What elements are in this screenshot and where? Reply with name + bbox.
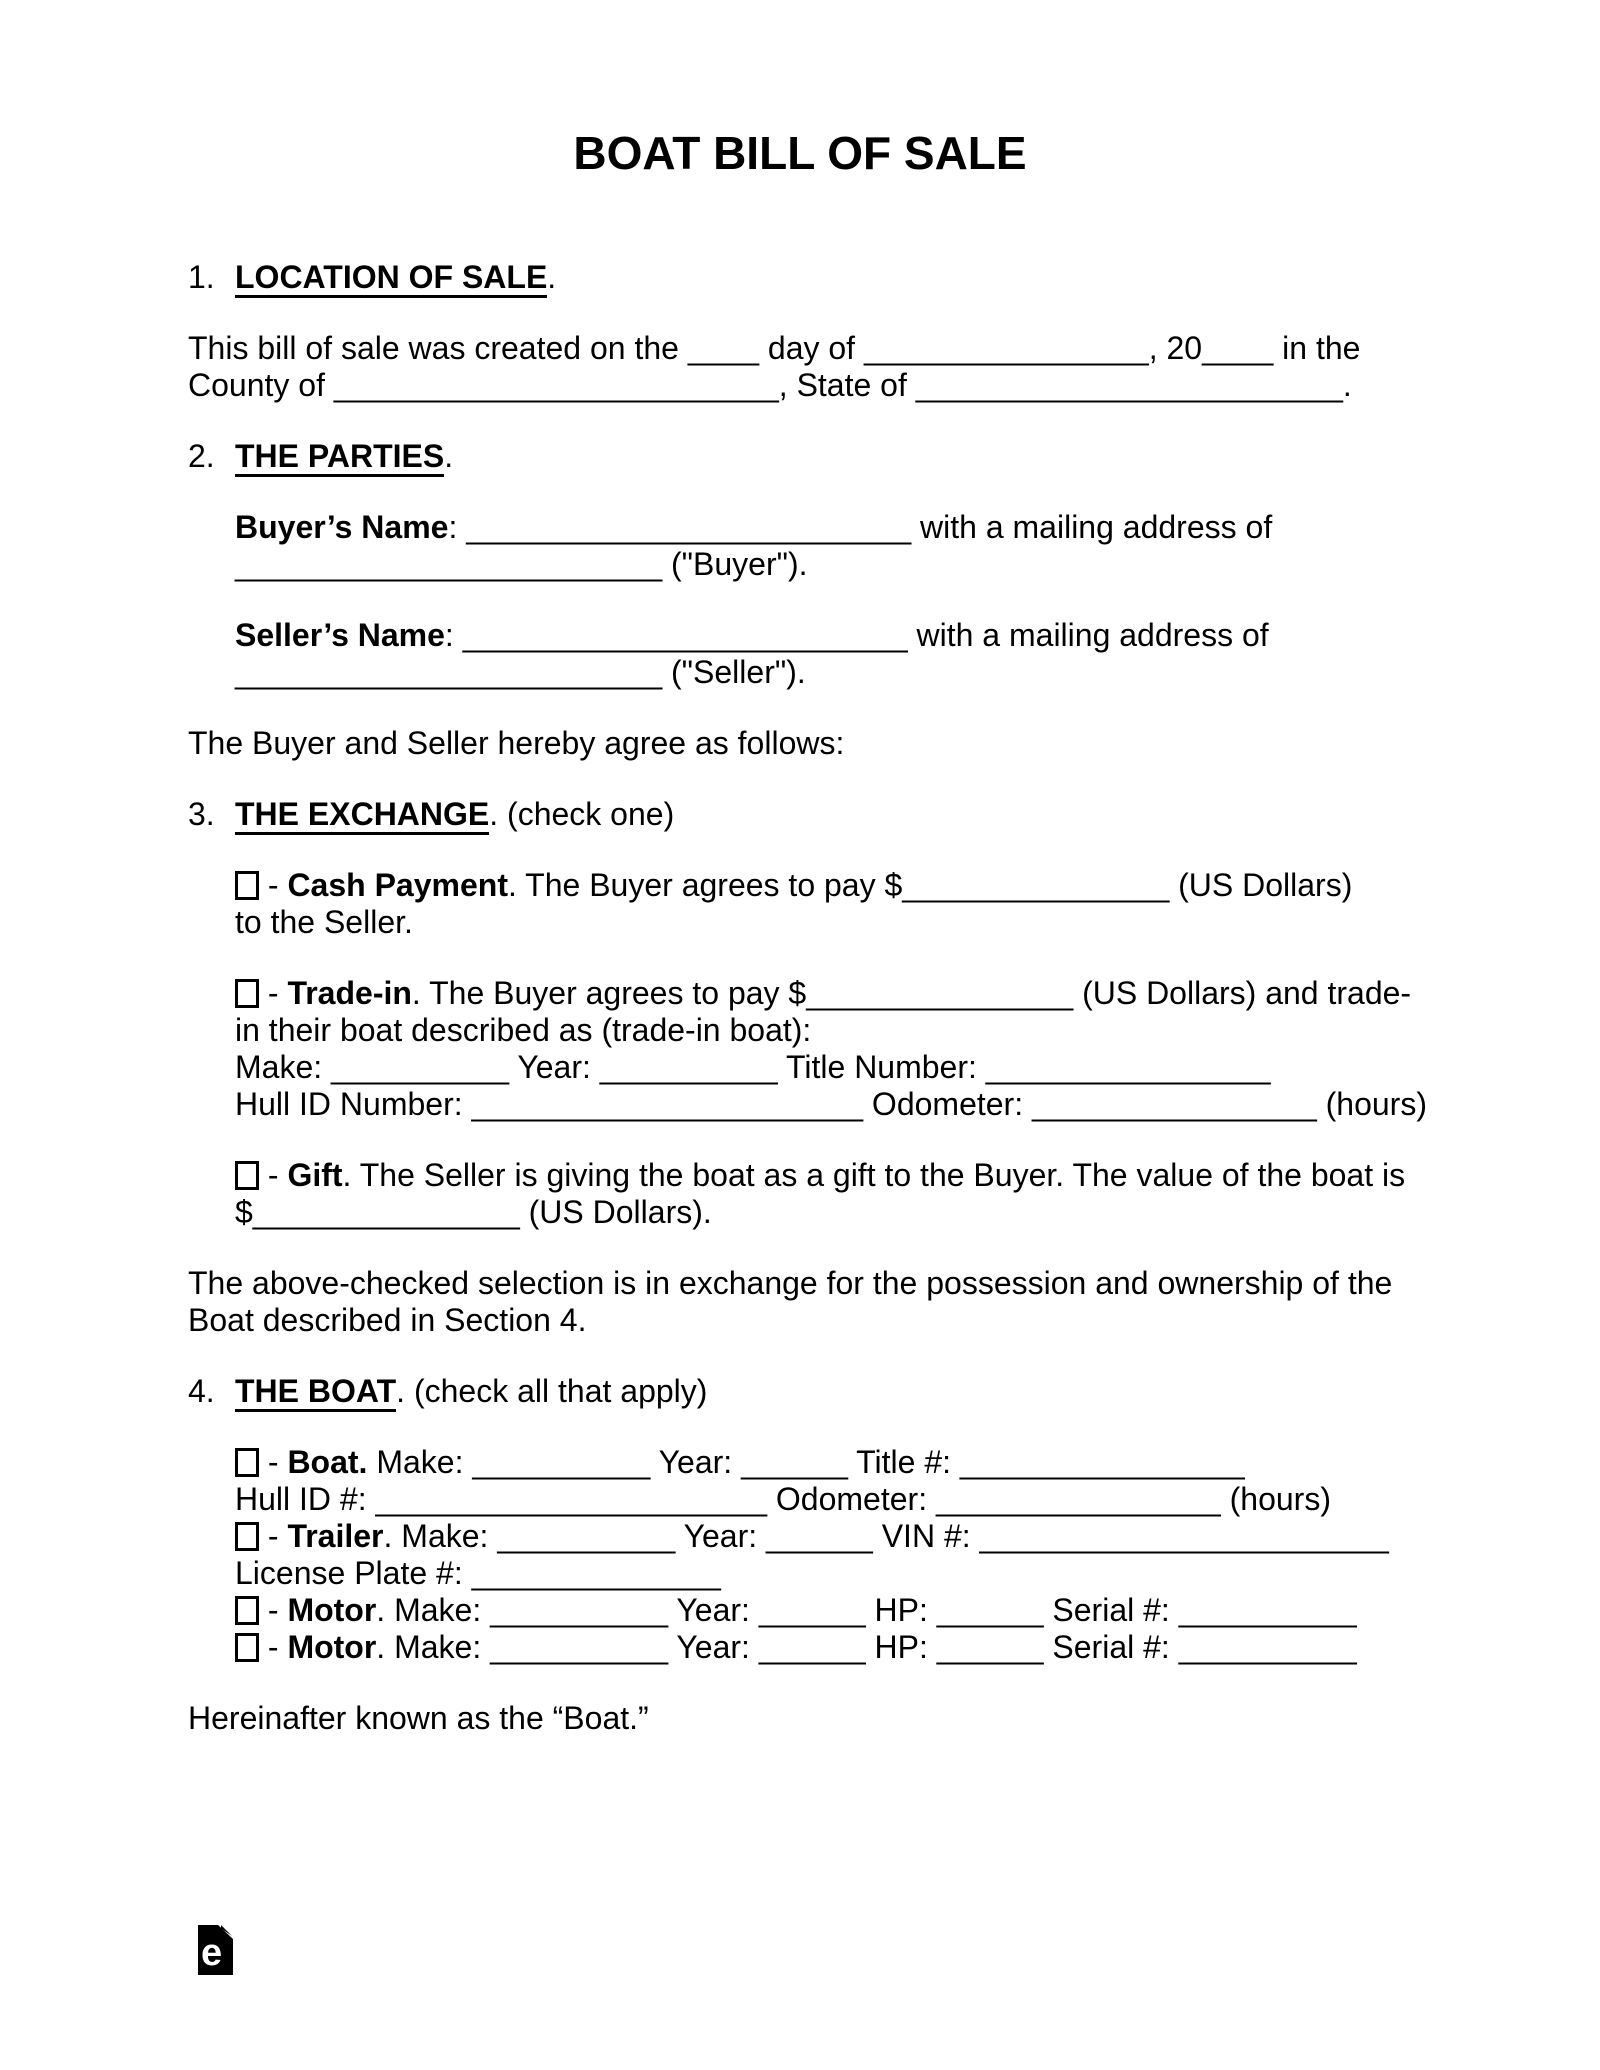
gift-label: Gift xyxy=(287,1157,343,1193)
section-number: 4. xyxy=(188,1373,215,1409)
trade-line-2: in their boat described as (trade-in boat): xyxy=(235,1012,812,1048)
cash-payment-label: Cash Payment xyxy=(287,867,508,903)
boat-line-1-text: Make: __________ Year: ______ Title #: ________________ xyxy=(367,1444,1245,1480)
trailer-line-1-text: . Make: __________ Year: ______ VIN #: _______________________ xyxy=(383,1518,1389,1554)
heading-line xyxy=(188,796,1412,833)
section-heading-after: . xyxy=(444,438,454,474)
cash-checkbox-icon[interactable] xyxy=(235,871,259,900)
seller-line-2: ________________________ ("Seller"). xyxy=(235,654,806,690)
buyer-name-label: Buyer’s Name xyxy=(235,509,449,545)
motor-2-line-text: . Make: __________ Year: ______ HP: ______ Serial #: __________ xyxy=(376,1629,1357,1665)
document-title: BOAT BILL OF SALE xyxy=(573,127,1027,179)
buyer-line-2: ________________________ ("Buyer"). xyxy=(235,546,808,582)
location-line-1: This bill of sale was created on the ____ day of ________________, 20____ in the xyxy=(188,330,1361,366)
exchange-closing-line-2: Boat described in Section 4. xyxy=(188,1302,587,1338)
trailer-label: Trailer xyxy=(287,1518,384,1554)
eforms-logo xyxy=(198,1925,233,1975)
checkbox-separator: - xyxy=(259,1444,288,1480)
section-number: 1. xyxy=(188,259,215,295)
checkbox-separator: - xyxy=(259,1629,288,1665)
exchange-closing-line-1: The above-checked selection is in exchange for the possession and ownership of the xyxy=(188,1265,1393,1301)
motor-2-label: Motor xyxy=(287,1629,377,1665)
section-number: 3. xyxy=(188,796,215,832)
checkbox-separator: - xyxy=(259,867,288,903)
eforms-logo-letter: e xyxy=(201,1932,223,1974)
section-heading-text: THE EXCHANGE xyxy=(235,796,489,835)
heading-line xyxy=(188,438,1412,475)
agree-paragraph xyxy=(188,725,1412,762)
section-heading-after: . (check one) xyxy=(489,796,675,832)
motor-2-checkbox-icon[interactable] xyxy=(235,1633,259,1662)
hereinafter-paragraph xyxy=(188,1700,1412,1737)
section-heading-after: . (check all that apply) xyxy=(396,1373,708,1409)
cash-line-1 xyxy=(235,867,1412,904)
section-heading-parties xyxy=(188,438,1412,475)
section-heading-location xyxy=(188,259,1412,296)
checkbox-separator: - xyxy=(259,1157,288,1193)
trade-line-1 xyxy=(235,975,1412,1012)
trade-in-checkbox-icon[interactable] xyxy=(235,979,259,1008)
section-heading-boat xyxy=(188,1373,1412,1410)
section-heading-text: LOCATION OF SALE xyxy=(235,259,547,298)
gift-checkbox-icon[interactable] xyxy=(235,1161,259,1190)
motor-1-line-text: . Make: __________ Year: ______ HP: ______ Serial #: __________ xyxy=(376,1592,1357,1628)
boat-line-1 xyxy=(235,1444,1412,1481)
cash-line-2: to the Seller. xyxy=(235,904,413,940)
trailer-checkbox-icon[interactable] xyxy=(235,1522,259,1551)
seller-name-label: Seller’s Name xyxy=(235,617,445,653)
checkbox-separator: - xyxy=(259,1592,288,1628)
hereinafter-line: Hereinafter known as the “Boat.” xyxy=(188,1700,649,1736)
boat-label: Boat. xyxy=(287,1444,368,1480)
trade-in-item xyxy=(235,975,1427,1123)
trailer-line-2: License Plate #: ______________ xyxy=(235,1555,721,1591)
motor-1-label: Motor xyxy=(287,1592,377,1628)
checkbox-separator: - xyxy=(259,975,288,1011)
boat-checkbox-icon[interactable] xyxy=(235,1448,259,1477)
checkbox-separator: - xyxy=(259,1518,288,1554)
motor-line-2 xyxy=(235,1629,1412,1666)
location-paragraph xyxy=(188,330,1412,404)
cash-payment-item xyxy=(235,867,1412,941)
trade-line-3: Make: __________ Year: __________ Title Number: ________________ xyxy=(235,1049,1271,1085)
seller-paragraph xyxy=(235,617,1412,691)
gift-line-1-text: . The Seller is giving the boat as a gift to the Buyer. The value of the boat is xyxy=(342,1157,1406,1193)
gift-line-1 xyxy=(235,1157,1412,1194)
heading-line xyxy=(188,1373,1412,1410)
trade-in-label: Trade-in xyxy=(287,975,412,1011)
location-line-2: County of _________________________, State of ________________________. xyxy=(188,367,1352,403)
section-heading-text: THE BOAT xyxy=(235,1373,396,1412)
section-number: 2. xyxy=(188,438,215,474)
motor-1-checkbox-icon[interactable] xyxy=(235,1596,259,1625)
buyer-line-1 xyxy=(235,509,1412,546)
seller-line-1 xyxy=(235,617,1412,654)
buyer-paragraph xyxy=(235,509,1412,583)
buyer-line-1-text: : _________________________ with a mailing address of xyxy=(448,509,1273,545)
section-heading-text: THE PARTIES xyxy=(235,438,444,477)
exchange-closing-paragraph xyxy=(188,1265,1412,1339)
agree-line: The Buyer and Seller hereby agree as follows: xyxy=(188,725,845,761)
cash-line-1-text: . The Buyer agrees to pay $_______________ (US Dollars) xyxy=(507,867,1353,903)
gift-item xyxy=(235,1157,1412,1231)
trade-line-1-text: . The Buyer agrees to pay $_______________ (US Dollars) and trade- xyxy=(411,975,1412,1011)
motor-line-1 xyxy=(235,1592,1412,1629)
boat-checklist xyxy=(235,1444,1412,1666)
gift-line-2: $_______________ (US Dollars). xyxy=(235,1194,712,1230)
trade-line-4: Hull ID Number: ______________________ Odometer: ________________ (hours) xyxy=(235,1086,1427,1122)
boat-line-2: Hull ID #: ______________________ Odometer: ________________ (hours) xyxy=(235,1481,1331,1517)
seller-line-1-text: : _________________________ with a mailing address of xyxy=(444,617,1269,653)
trailer-line-1 xyxy=(235,1518,1412,1555)
section-heading-after: . xyxy=(547,259,557,295)
heading-line xyxy=(188,259,1412,296)
section-heading-exchange xyxy=(188,796,1412,833)
